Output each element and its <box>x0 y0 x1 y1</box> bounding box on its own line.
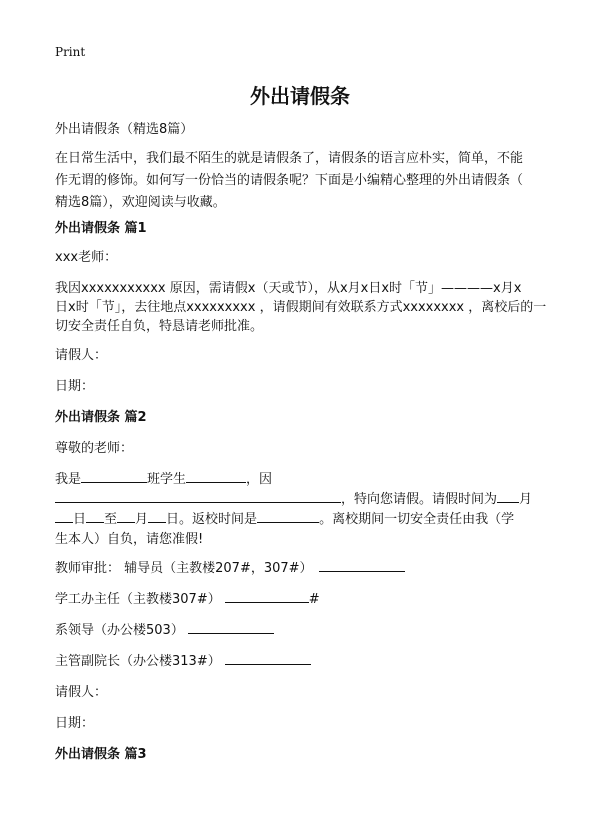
blank-line <box>148 508 166 523</box>
body-line: 我因xxxxxxxxxxx 原因，需请假x（天或节），从x月x日x时「节」————x月x <box>55 281 522 296</box>
signature-blank <box>225 650 311 665</box>
print-link[interactable]: Print <box>55 45 86 59</box>
form-text: 日。返校时间是 <box>166 512 258 527</box>
body-line: 日x时「节」，去往地点xxxxxxxxx ，请假期间有效联系方式xxxxxxxx ，离校后的一 <box>55 300 547 315</box>
approval-line <box>55 588 320 611</box>
form-text: 我是 <box>55 472 82 487</box>
approval-label: 学工办主任（主教楼307#） <box>55 592 221 607</box>
blank-line <box>497 488 519 503</box>
section-heading-2: 外出请假条 篇2 <box>55 410 147 425</box>
form-text: 至 <box>104 512 118 527</box>
intro-line: 作无谓的修饰。如何写一份恰当的请假条呢？下面是小编精心整理的外出请假条（ <box>55 173 524 188</box>
form-text: 月 <box>135 512 149 527</box>
approval-label: 主管副院长（办公楼313#） <box>55 654 221 669</box>
approval-label: 教师审批： 辅导员（主教楼207#，307#） <box>55 561 313 576</box>
blank-line <box>55 508 73 523</box>
approval-label: 系领导（办公楼503） <box>55 623 184 638</box>
form-text: ，特向您请假。请假时间为 <box>341 492 498 507</box>
form-text: 日 <box>73 512 87 527</box>
date-label: 日期： <box>55 379 95 394</box>
page-title: 外出请假条 <box>250 84 350 108</box>
approval-suffix: # <box>308 592 320 607</box>
salutation: xxx老师： <box>55 250 118 265</box>
blank-line <box>117 508 135 523</box>
section-heading-3: 外出请假条 篇3 <box>55 747 147 762</box>
blank-line <box>55 488 341 503</box>
blank-line <box>86 508 104 523</box>
form-text: 。离校期间一切安全责任由我（学 <box>319 512 515 527</box>
blank-line <box>81 468 147 483</box>
subtitle: 外出请假条（精选8篇） <box>55 122 194 137</box>
form-text: ，因 <box>246 472 273 487</box>
signature-blank <box>319 557 405 572</box>
form-line: 生本人）自负，请您准假! <box>55 532 204 547</box>
blank-line <box>186 468 246 483</box>
body-line: 切安全责任自负，特恳请老师批准。 <box>55 319 264 334</box>
form-text: 班学生 <box>147 472 187 487</box>
section-heading-1: 外出请假条 篇1 <box>55 221 147 236</box>
signature-blank <box>188 619 274 634</box>
date-label: 日期： <box>55 716 95 731</box>
salutation: 尊敬的老师： <box>55 441 134 456</box>
applicant-label: 请假人： <box>55 685 108 700</box>
signature-blank <box>225 588 309 603</box>
applicant-label: 请假人： <box>55 348 108 363</box>
blank-line <box>257 508 319 523</box>
approval-line <box>55 619 274 642</box>
approval-line <box>55 557 405 580</box>
form-text: 月 <box>519 492 533 507</box>
intro-line: 精选8篇），欢迎阅读与收藏。 <box>55 195 226 210</box>
intro-line: 在日常生活中，我们最不陌生的就是请假条了，请假条的语言应朴实，简单，不能 <box>55 151 524 166</box>
approval-line <box>55 650 311 673</box>
